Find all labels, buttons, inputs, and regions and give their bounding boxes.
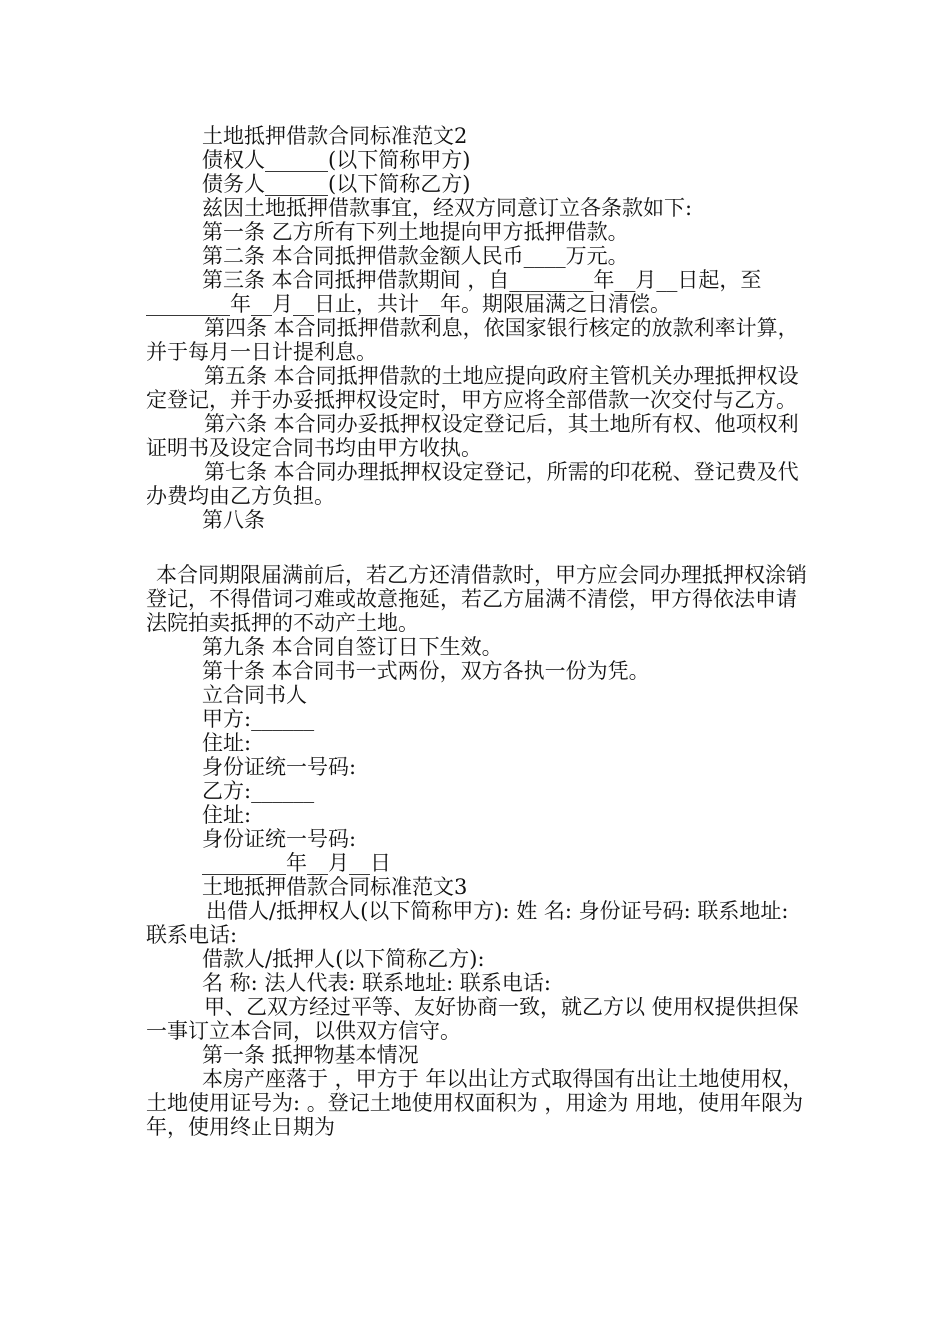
article-3-text: 第三条 本合同抵押借款期间 ，自________年__月__日起，至________年__月__日止，共计__年。期限届满之日清偿。 [146, 268, 762, 316]
title-template-2: 土地抵押借款合同标准范文2 [202, 124, 468, 148]
party-b-id: 身份证统一号码: [202, 827, 357, 851]
lender-info [146, 899, 810, 947]
title-template-3: 土地抵押借款合同标准范文3 [202, 875, 468, 899]
borrower-heading: 借款人/抵押人(以下简称乙方): [202, 947, 485, 971]
article-3 [146, 268, 810, 316]
article-1: 第一条 乙方所有下列土地提向甲方抵押借款。 [202, 220, 629, 244]
article-9: 第九条 本合同自签订日下生效。 [202, 635, 503, 659]
article-10: 第十条 本合同书一式两份，双方各执一份为凭。 [202, 659, 650, 683]
article-5 [146, 364, 810, 412]
article-2: 第二条 本合同抵押借款金额人民币____万元。 [202, 244, 629, 268]
preamble: 兹因土地抵押借款事宜，经双方同意订立各条款如下: [202, 196, 693, 220]
party-a-address: 住址: [202, 731, 252, 755]
agreement-intro [146, 995, 810, 1043]
signing-date: ________年__月__日 [202, 851, 391, 875]
article-5-text: 第五条 本合同抵押借款的土地应提向政府主管机关办理抵押权设定登记，并于办妥抵押权设定时，甲方应将全部借款一次交付与乙方。 [146, 364, 799, 412]
party-a-signature: 甲方:______ [202, 707, 315, 731]
signatories-heading: 立合同书人 [202, 683, 307, 707]
article-7-text: 第七条 本合同办理抵押权设定登记，所需的印花税、登记费及代办费均由乙方负担。 [146, 460, 799, 508]
article-6-text: 第六条 本合同办妥抵押权设定登记后，其土地所有权、他项权利证明书及设定合同书均由甲方收执。 [146, 412, 799, 460]
blank-spacer [146, 532, 810, 563]
property-details-text: 本房产座落于 ，甲方于 年以出让方式取得国有出让土地使用权，土地使用证号为: 。登记土地使用权面积为 ，用途为 用地，使用年限为 年，使用终止日期为 [146, 1067, 810, 1139]
party-a-id: 身份证统一号码: [202, 755, 357, 779]
party-b-address: 住址: [202, 803, 252, 827]
article-4 [146, 316, 810, 364]
article-7 [146, 460, 810, 508]
creditor-line: 债权人______(以下简称甲方) [202, 148, 471, 172]
document-body [146, 124, 810, 1139]
party-b-signature: 乙方:______ [202, 779, 315, 803]
article-6 [146, 412, 810, 460]
debtor-line: 债务人______(以下简称乙方) [202, 172, 471, 196]
article-8-heading: 第八条 [202, 508, 265, 532]
article-4-text: 第四条 本合同抵押借款利息，依国家银行核定的放款利率计算，并于每月一日计提利息。 [146, 316, 799, 364]
article-8-body [146, 563, 810, 635]
property-details [146, 1067, 810, 1139]
collateral-article-1: 第一条 抵押物基本情况 [202, 1043, 419, 1067]
article-8-body-text: 本合同期限届满前后，若乙方还清借款时，甲方应会同办理抵押权涂销登记，不得借词刁难或故意拖延，若乙方届满不清偿，甲方得依法申请法院拍卖抵押的不动产土地。 [146, 563, 807, 635]
lender-info-text: 出借人/抵押权人(以下简称甲方): 姓 名: 身份证号码: 联系地址: 联系电话: [146, 899, 796, 947]
borrower-fields: 名 称: 法人代表: 联系地址: 联系电话: [202, 971, 552, 995]
agreement-intro-text: 甲、乙双方经过平等、友好协商一致，就乙方以 使用权提供担保一事订立本合同，以供双方信守。 [146, 995, 799, 1043]
